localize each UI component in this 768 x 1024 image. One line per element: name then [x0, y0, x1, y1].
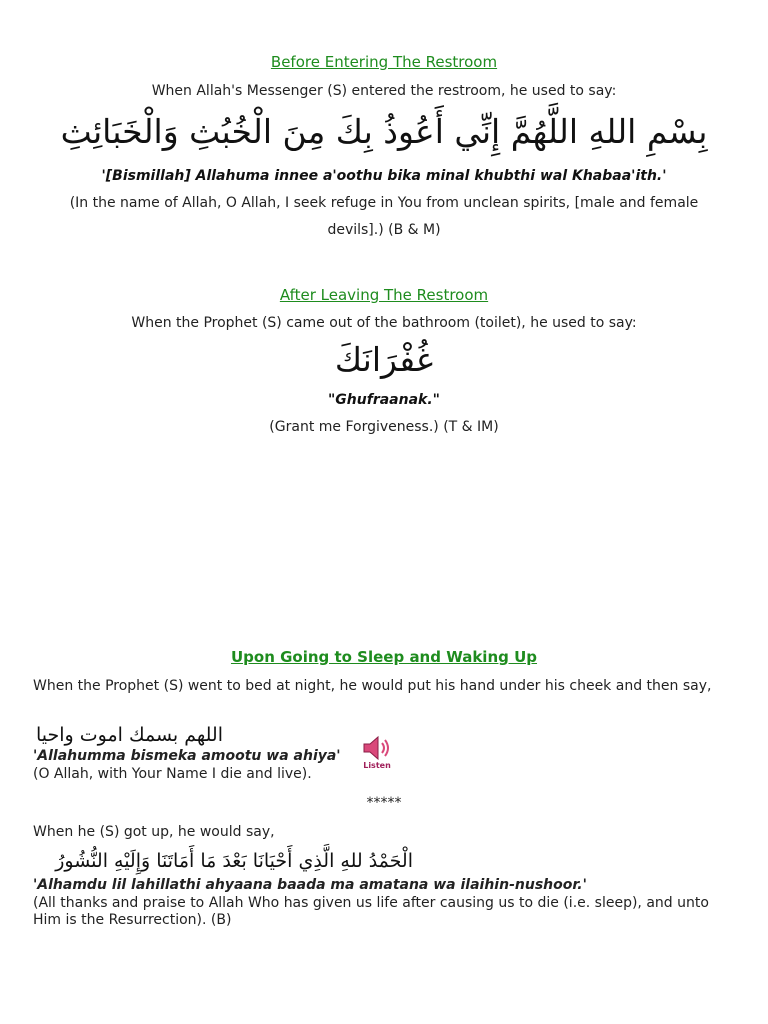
- translation-waking: (All thanks and praise to Allah Who has given us life after causing us to die (i.e. sleep), and unto Him is the Resurrection). (B): [33, 895, 709, 928]
- intro-sleep: When the Prophet (S) went to bed at night, he would put his hand under his cheek and then say,: [33, 678, 712, 694]
- translit-after-leaving: "Ghufraanak.": [328, 392, 440, 408]
- translit-waking: 'Alhamdu lil lahillathi ahyaana baada ma amatana wa ilaihin-nushoor.': [33, 877, 587, 893]
- listen-button[interactable]: [360, 734, 394, 774]
- intro-waking: When he (S) got up, he would say,: [33, 824, 275, 840]
- arabic-sleep: اللهم بسمك اموت واحيا: [36, 724, 223, 746]
- intro-after-leaving: When the Prophet (S) came out of the bathroom (toilet), he used to say:: [131, 315, 637, 331]
- translation-before-entering-line1: (In the name of Allah, O Allah, I seek refuge in You from unclean spirits, [male and female: [69, 195, 699, 211]
- arabic-waking: الْحَمْدُ للهِ الَّذِي أَحْيَانَا بَعْدَ مَا أَمَاتَنَا وَإِلَيْهِ النُّشُورُ: [55, 850, 413, 872]
- arabic-before-entering: بِسْمِ اللهِ اللَّهُمَّ إِنِّي أَعُوذُ بِكَ مِنَ الْخُبُثِ وَالْخَبَائِثِ: [60, 112, 708, 151]
- heading-sleep-waking: Upon Going to Sleep and Waking Up: [230, 648, 538, 666]
- heading-after-leaving: After Leaving The Restroom: [279, 286, 489, 304]
- intro-before-entering: When Allah's Messenger (S) entered the restroom, he used to say:: [151, 83, 617, 99]
- translit-sleep: 'Allahumma bismeka amootu wa ahiya': [33, 748, 341, 764]
- translit-before-entering: '[Bismillah] Allahuma innee a'oothu bika minal khubthi wal Khabaa'ith.': [101, 168, 667, 184]
- translation-sleep: (O Allah, with Your Name I die and live).: [33, 766, 312, 782]
- translation-before-entering-line2: devils].) (B & M): [327, 222, 441, 238]
- translation-after-leaving: (Grant me Forgiveness.) (T & IM): [269, 419, 499, 435]
- separator: *****: [366, 795, 402, 811]
- heading-before-entering: Before Entering The Restroom: [270, 53, 498, 71]
- speaker-icon: [360, 734, 394, 762]
- listen-label: Listen: [363, 761, 391, 770]
- arabic-after-leaving: غُفْرَانَكَ: [334, 340, 434, 379]
